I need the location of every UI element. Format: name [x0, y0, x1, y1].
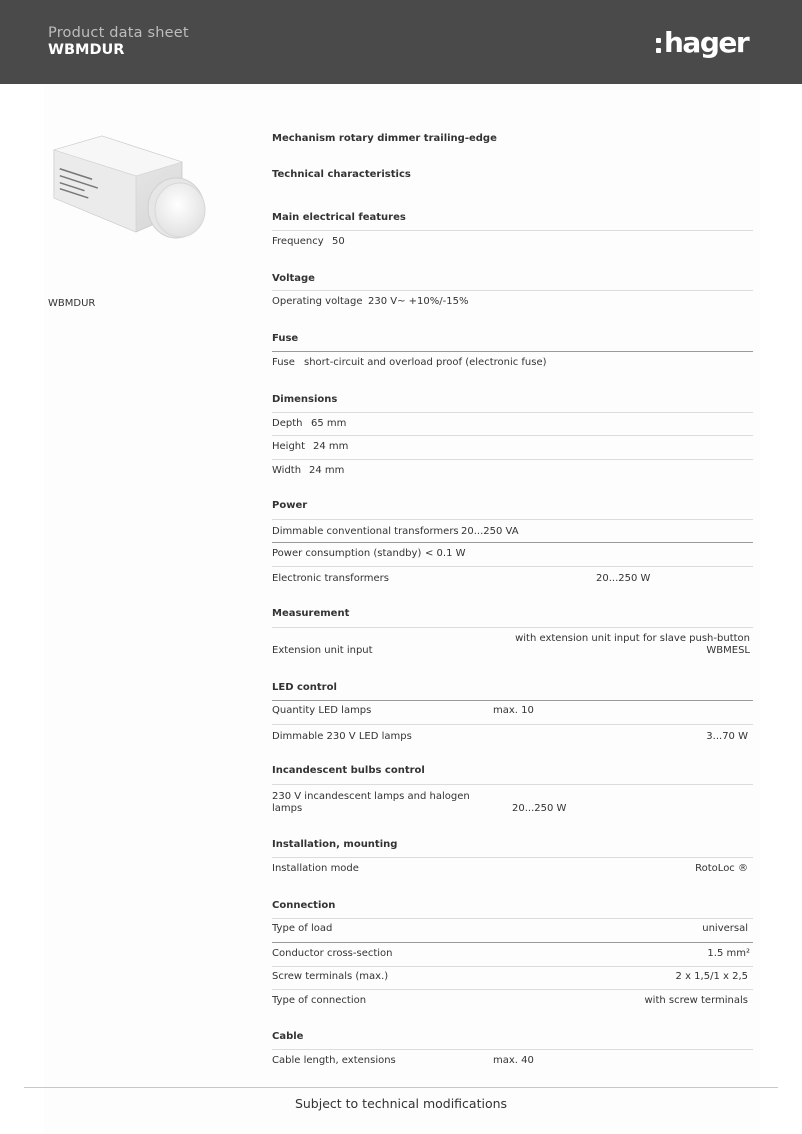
spec-label: Depth — [272, 418, 303, 429]
product-image — [44, 128, 212, 246]
section-title-voltage: Voltage — [272, 273, 315, 284]
spec-value: 65 mm — [311, 418, 347, 429]
spec-label: 230 V incandescent lamps and halogen — [272, 791, 470, 802]
spec-value: 1.5 mm² — [707, 948, 750, 959]
spec-label: Dimmable conventional transformers — [272, 526, 459, 537]
spec-value: 20...250 W — [596, 573, 651, 584]
spec-row-width — [272, 459, 753, 481]
spec-value: max. 10 — [493, 705, 534, 716]
spec-row-conventional-transformers — [272, 519, 753, 542]
spec-row-cable-length — [272, 1049, 753, 1071]
spec-value-continued: WBMESL — [706, 645, 750, 656]
spec-row-quantity-led — [272, 700, 753, 724]
spec-row-conductor-cross-section — [272, 942, 753, 966]
spec-value: 230 V~ +10%/-15% — [368, 296, 469, 307]
spec-value: 2 x 1,5/1 x 2,5 — [675, 971, 748, 982]
spec-row-depth — [272, 412, 753, 435]
footer-note: Subject to technical modifications — [294, 1096, 508, 1111]
spec-label: Type of load — [272, 923, 333, 934]
section-title-dimensions: Dimensions — [272, 394, 338, 405]
spec-row-electronic-transformers — [272, 566, 753, 588]
spec-label: Electronic transformers — [272, 573, 389, 584]
spec-row-type-of-load — [272, 918, 753, 942]
spec-row-standby-consumption — [272, 542, 753, 566]
section-title-power: Power — [272, 500, 308, 511]
section-title-incandescent: Incandescent bulbs control — [272, 765, 425, 776]
spec-label: Cable length, extensions — [272, 1055, 396, 1066]
spec-label: Frequency — [272, 236, 324, 247]
spec-label: Power consumption (standby) — [272, 548, 422, 559]
spec-label: Height — [272, 441, 306, 452]
section-title-led-control: LED control — [272, 682, 337, 693]
spec-value: 24 mm — [313, 441, 349, 452]
spec-value: with screw terminals — [644, 995, 748, 1006]
spec-label: Fuse — [272, 357, 295, 368]
spec-label-continued: lamps — [272, 803, 303, 814]
spec-label: Width — [272, 465, 302, 476]
section-title-installation: Installation, mounting — [272, 839, 398, 850]
spec-value: < 0.1 W — [425, 548, 466, 559]
spec-label: Operating voltage — [272, 296, 363, 307]
spec-label: Screw terminals (max.) — [272, 971, 389, 982]
spec-value: universal — [702, 923, 748, 934]
page-header — [0, 0, 802, 84]
spec-row-type-of-connection — [272, 989, 753, 1011]
logo-text: hager — [664, 25, 749, 59]
section-title-fuse: Fuse — [272, 333, 299, 344]
footer-divider — [24, 1087, 778, 1088]
spec-value: 20...250 VA — [461, 526, 519, 537]
spec-label: Type of connection — [272, 995, 367, 1006]
spec-value: RotoLoc ® — [695, 863, 748, 874]
product-code-label: WBMDUR — [48, 298, 96, 309]
spec-value: 3...70 W — [706, 731, 748, 742]
spec-row-extension-unit-input — [272, 627, 753, 663]
header-product-code: WBMDUR — [48, 42, 125, 58]
product-title: Mechanism rotary dimmer trailing-edge — [272, 133, 497, 144]
spec-value: max. 40 — [493, 1055, 534, 1066]
spec-value: 20...250 W — [512, 803, 567, 814]
spec-row-height — [272, 435, 753, 459]
technical-characteristics-heading: Technical characteristics — [272, 169, 411, 180]
spec-row-incandescent-lamps — [272, 784, 753, 820]
hager-logo — [656, 22, 748, 62]
section-title-cable: Cable — [272, 1031, 304, 1042]
spec-row-frequency — [272, 230, 753, 252]
spec-row-operating-voltage — [272, 290, 753, 312]
spec-value: 24 mm — [309, 465, 345, 476]
document-type: Product data sheet — [48, 25, 189, 41]
logo-dots-icon — [656, 38, 661, 53]
spec-label: Installation mode — [272, 863, 359, 874]
spec-row-screw-terminals — [272, 966, 753, 989]
spec-row-fuse — [272, 351, 753, 373]
spec-row-installation-mode — [272, 857, 753, 879]
spec-label: Conductor cross-section — [272, 948, 393, 959]
spec-value: 50 — [332, 236, 345, 247]
section-title-main-electrical: Main electrical features — [272, 212, 406, 223]
spec-label: Dimmable 230 V LED lamps — [272, 731, 412, 742]
spec-value: with extension unit input for slave push-button — [515, 633, 750, 644]
spec-label: Extension unit input — [272, 645, 373, 656]
spec-value: short-circuit and overload proof (electronic fuse) — [304, 357, 547, 368]
spec-row-dimmable-led — [272, 724, 753, 748]
section-title-connection: Connection — [272, 900, 336, 911]
spec-label: Quantity LED lamps — [272, 705, 372, 716]
section-title-measurement: Measurement — [272, 608, 350, 619]
